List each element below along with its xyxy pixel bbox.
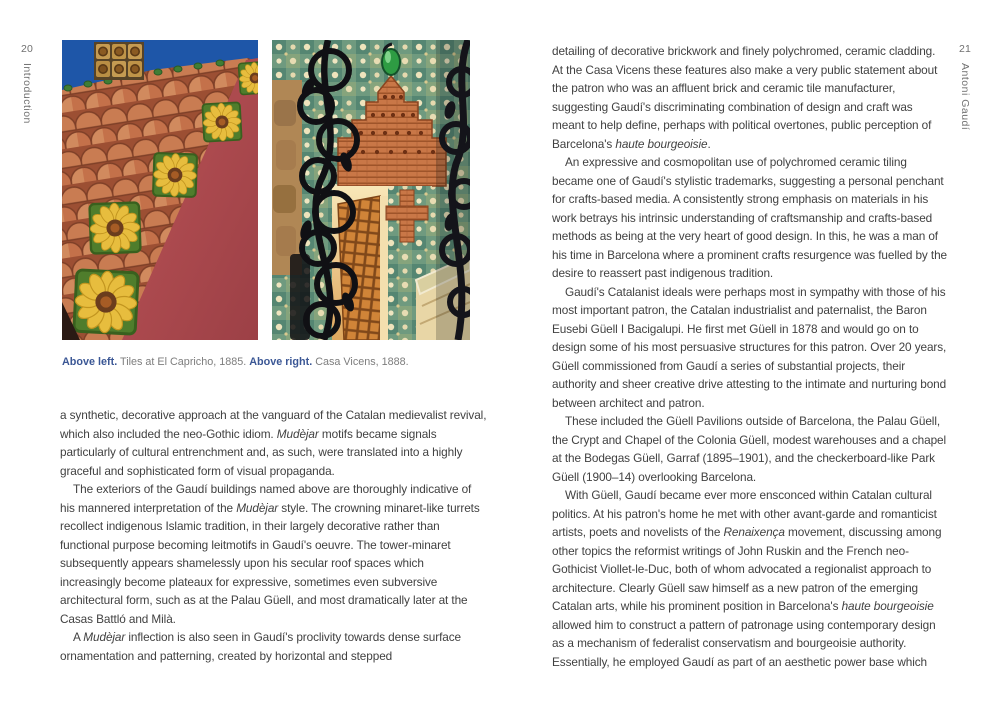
page-number-right: 21 [959,43,972,55]
paragraph: a synthetic, decorative approach at the vanguard of the Catalan medievalist revival, which also included the neo-Gothic idiom. Mudèjar motifs became signals particularly of cultural entrenchment and, as such, were translated into a highly graceful and sophisticated form of visual propaganda. [60,408,487,478]
paragraph: The exteriors of the Gaudí buildings named above are thoroughly indicative of his mannered interpretation of the Mudèjar style. The crowning minaret-like turrets recollect indigenous Islamic tradition, in their largely decorative rather than functional purpose becoming leitmotifs in Gaudí's oeuvre. The tower-minaret subsequently appears shamelessly upon his secular roof spaces which increasingly become plateaux for expressive, sometimes even subversive architectural form, such as at the Palau Güell, and most dramatically later at the Casas Battló and Milà. [60,482,480,626]
caption-label: Above left. [62,356,118,368]
page-number-left: 20 [21,43,34,55]
caption-text: Tiles at El Capricho, 1885. [117,356,250,368]
photo-caption [62,355,474,369]
left-page-margin [21,43,33,124]
body-text-left-page [60,406,488,665]
paragraph: An expressive and cosmopolitan use of polychromed ceramic tiling became one of Gaudí's stylistic trademarks, suggesting a personal penchant for crafts-based media. A consistently strong emphasis on materials in his work betrays his intrinsic understanding of craftsmanship and crafts-based methods as being at the very heart of good design. In this, he was a man of his time in Barcelona where a prominent crafts resurgence was fuelled by the desire to reassert past indigenous tradition. [552,155,948,280]
section-label-introduction: Introduction [21,63,33,124]
photo-casa-vicens [272,40,470,340]
paragraph: These included the Güell Pavilions outside of Barcelona, the Palau Güell, the Crypt and Chapel of the Colonia Güell, modest warehouses and a chapel at the Bodegas Güell, Garraf (1895–1901), and the checkerboard-like Park Güell (1900–14) overlooking Barcelona. [552,414,947,484]
caption-label: Above right. [249,356,313,368]
section-label-antoni-gaudi: Antoni Gaudí [959,63,971,131]
right-page-margin [959,43,971,130]
body-text-right-page [552,42,948,671]
paragraph: Gaudí's Catalanist ideals were perhaps most in sympathy with those of his most important patron, the Catalan industrialist and paternalist, the Baron Eusebi Güell I Bacigalupi. He first met Güell in 1878 and would go on to design some of his most persuasive structures for this patron. Over 20 years, Güell commissioned from Gaudí a series of substantial projects, their authority and sheer creative drive attesting to the intimate and nurturing bond between architect and patron. [552,284,947,410]
photo-el-capricho-tiles [62,40,258,340]
paragraph: detailing of decorative brickwork and finely polychromed, ceramic cladding. At the Casa Vicens these features also make a very public statement about the patron who was an affluent brick and ceramic tile manufacturer, suggesting Gaudí's discriminating combination of design and craft was meant to help define, perhaps with political overtones, public perception of Barcelona's haute bourgeoisie. [552,44,938,151]
paragraph: With Güell, Gaudí became ever more ensconced within Catalan cultural politics. At his patron's home he met with other avant-garde and romanticist artists, poets and novelists of the Renaixença movement, discussing among other topics the reformist writings of John Ruskin and the French neo-Gothicist Viollet-le-Duc, both of whom advocated a regionalist approach to architecture. Clearly Güell saw himself as a new patron of the emerging Catalan arts, while his prominent position in Barcelona's haute bourgeoisie allowed him to construct a pattern of patronage using contemporary design as a mechanism of federalist conservatism and bourgeoisie authority. Essentially, he employed Gaudí as part of an aesthetic power base which [552,488,942,669]
paragraph: A Mudèjar inflection is also seen in Gaudí's proclivity towards dense surface ornamentation and patterning, created by horizontal and stepped [60,630,461,663]
sunflower-chimney [94,42,144,80]
caption-text: Casa Vicens, 1888. [312,356,409,368]
